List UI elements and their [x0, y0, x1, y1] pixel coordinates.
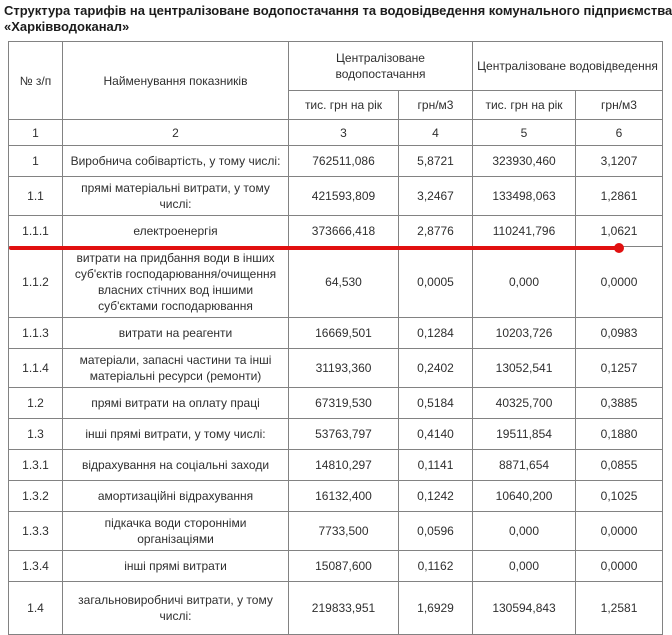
row-number-cell: 1: [9, 146, 63, 177]
header-cell-water-supply-group: Централізоване водопостачання: [289, 42, 473, 91]
row-number-cell: 1.1.1: [9, 216, 63, 247]
table-row: [9, 512, 663, 551]
red-underline-annotation: [9, 246, 617, 250]
sewerage-year-value: 130594,843: [473, 582, 576, 635]
indicator-name-cell: амортизаційні відрахування: [63, 481, 289, 512]
sewerage-m3-value: 0,1257: [576, 349, 663, 388]
sewerage-m3-value: 0,0000: [576, 551, 663, 582]
water-supply-year-value: 421593,809: [289, 177, 399, 216]
header-cell-wd-year-unit: тис. грн на рік: [473, 91, 576, 120]
table-row: [9, 582, 663, 635]
sewerage-m3-value: 1,2581: [576, 582, 663, 635]
column-number: 6: [576, 120, 663, 146]
sewerage-year-value: 13052,541: [473, 349, 576, 388]
row-number-cell: 1.3: [9, 419, 63, 450]
row-number-cell: 1.1.3: [9, 318, 63, 349]
sewerage-year-value: 8871,654: [473, 450, 576, 481]
sewerage-m3-value: 0,1880: [576, 419, 663, 450]
indicator-name-cell: прямі витрати на оплату праці: [63, 388, 289, 419]
indicator-name-cell: прямі матеріальні витрати, у тому числі:: [63, 177, 289, 216]
page-title-line1: Структура тарифів на централізоване водопостачання та водовідведення комунального підприємства: [4, 3, 672, 18]
water-supply-year-value: 219833,951: [289, 582, 399, 635]
water-supply-year-value: 64,530: [289, 247, 399, 318]
water-supply-m3-value: 0,1242: [399, 481, 473, 512]
row-number-cell: 1.3.4: [9, 551, 63, 582]
water-supply-m3-value: 0,0005: [399, 247, 473, 318]
sewerage-m3-value: 0,0855: [576, 450, 663, 481]
water-supply-m3-value: 3,2467: [399, 177, 473, 216]
indicator-name-cell: електроенергія: [63, 216, 289, 247]
table-row: [9, 318, 663, 349]
row-number-cell: 1.3.3: [9, 512, 63, 551]
sewerage-year-value: 40325,700: [473, 388, 576, 419]
sewerage-m3-value: 1,2861: [576, 177, 663, 216]
sewerage-m3-value: 3,1207: [576, 146, 663, 177]
water-supply-m3-value: 0,1284: [399, 318, 473, 349]
table-body: [9, 146, 663, 635]
water-supply-year-value: 16132,400: [289, 481, 399, 512]
water-supply-year-value: 762511,086: [289, 146, 399, 177]
water-supply-year-value: 67319,530: [289, 388, 399, 419]
table-row: [9, 481, 663, 512]
sewerage-year-value: 133498,063: [473, 177, 576, 216]
sewerage-year-value: 0,000: [473, 247, 576, 318]
sewerage-m3-value: 0,0983: [576, 318, 663, 349]
table-row: [9, 450, 663, 481]
water-supply-m3-value: 2,8776: [399, 216, 473, 247]
row-number-cell: 1.3.2: [9, 481, 63, 512]
red-underline-tip-dot: [614, 243, 624, 253]
water-supply-m3-value: 5,8721: [399, 146, 473, 177]
column-number: 2: [63, 120, 289, 146]
table-row: [9, 551, 663, 582]
header-cell-ws-m3-unit: грн/м3: [399, 91, 473, 120]
sewerage-m3-value: 0,0000: [576, 512, 663, 551]
indicator-name-cell: Виробнича собівартість, у тому числі:: [63, 146, 289, 177]
header-cell-sewerage-group: Централізоване водовідведення: [473, 42, 663, 91]
row-number-cell: 1.1.2: [9, 247, 63, 318]
sewerage-m3-value: 0,1025: [576, 481, 663, 512]
table-row: [9, 388, 663, 419]
column-number-row: [9, 120, 663, 146]
row-number-cell: 1.1: [9, 177, 63, 216]
table-row: [9, 177, 663, 216]
water-supply-year-value: 15087,600: [289, 551, 399, 582]
sewerage-year-value: 0,000: [473, 512, 576, 551]
header-row-groups: [9, 42, 663, 91]
indicator-name-cell: матеріали, запасні частини та інші матеріальні ресурси (ремонти): [63, 349, 289, 388]
column-number: 3: [289, 120, 399, 146]
sewerage-year-value: 10203,726: [473, 318, 576, 349]
indicator-name-cell: витрати на придбання води в інших суб'єктів господарювання/очищення власних стічних вод іншими суб'єктами господарювання: [63, 247, 289, 318]
indicator-name-cell: загальновиробничі витрати, у тому числі:: [63, 582, 289, 635]
header-cell-indicator-name: Найменування показників: [63, 42, 289, 120]
table-header: [9, 42, 663, 146]
water-supply-m3-value: 0,0596: [399, 512, 473, 551]
indicator-name-cell: витрати на реагенти: [63, 318, 289, 349]
column-number: 4: [399, 120, 473, 146]
water-supply-year-value: 7733,500: [289, 512, 399, 551]
header-cell-wd-m3-unit: грн/м3: [576, 91, 663, 120]
row-number-cell: 1.4: [9, 582, 63, 635]
water-supply-year-value: 31193,360: [289, 349, 399, 388]
water-supply-m3-value: 0,5184: [399, 388, 473, 419]
water-supply-year-value: 16669,501: [289, 318, 399, 349]
page-title-line2: «Харківводоканал»: [4, 19, 130, 34]
water-supply-year-value: 14810,297: [289, 450, 399, 481]
column-number: 5: [473, 120, 576, 146]
indicator-name-cell: інші прямі витрати, у тому числі:: [63, 419, 289, 450]
table-row: [9, 419, 663, 450]
table-row: [9, 216, 663, 247]
sewerage-year-value: 110241,796: [473, 216, 576, 247]
table-row: [9, 349, 663, 388]
column-number: 1: [9, 120, 63, 146]
row-number-cell: 1.3.1: [9, 450, 63, 481]
indicator-name-cell: відрахування на соціальні заходи: [63, 450, 289, 481]
indicator-name-cell: інші прямі витрати: [63, 551, 289, 582]
sewerage-year-value: 10640,200: [473, 481, 576, 512]
row-number-cell: 1.2: [9, 388, 63, 419]
sewerage-m3-value: 1,0621: [576, 216, 663, 247]
water-supply-m3-value: 0,1162: [399, 551, 473, 582]
water-supply-m3-value: 0,1141: [399, 450, 473, 481]
table-row: [9, 247, 663, 318]
sewerage-year-value: 323930,460: [473, 146, 576, 177]
water-supply-year-value: 373666,418: [289, 216, 399, 247]
sewerage-year-value: 0,000: [473, 551, 576, 582]
sewerage-year-value: 19511,854: [473, 419, 576, 450]
indicator-name-cell: підкачка води сторонніми організаціями: [63, 512, 289, 551]
water-supply-m3-value: 1,6929: [399, 582, 473, 635]
page-title: [0, 0, 672, 35]
water-supply-m3-value: 0,4140: [399, 419, 473, 450]
header-cell-row-number: № з/п: [9, 42, 63, 120]
water-supply-year-value: 53763,797: [289, 419, 399, 450]
row-number-cell: 1.1.4: [9, 349, 63, 388]
header-cell-ws-year-unit: тис. грн на рік: [289, 91, 399, 120]
tariff-structure-table: [8, 41, 663, 635]
water-supply-m3-value: 0,2402: [399, 349, 473, 388]
sewerage-m3-value: 0,3885: [576, 388, 663, 419]
table-row: [9, 146, 663, 177]
sewerage-m3-value: 0,0000: [576, 247, 663, 318]
